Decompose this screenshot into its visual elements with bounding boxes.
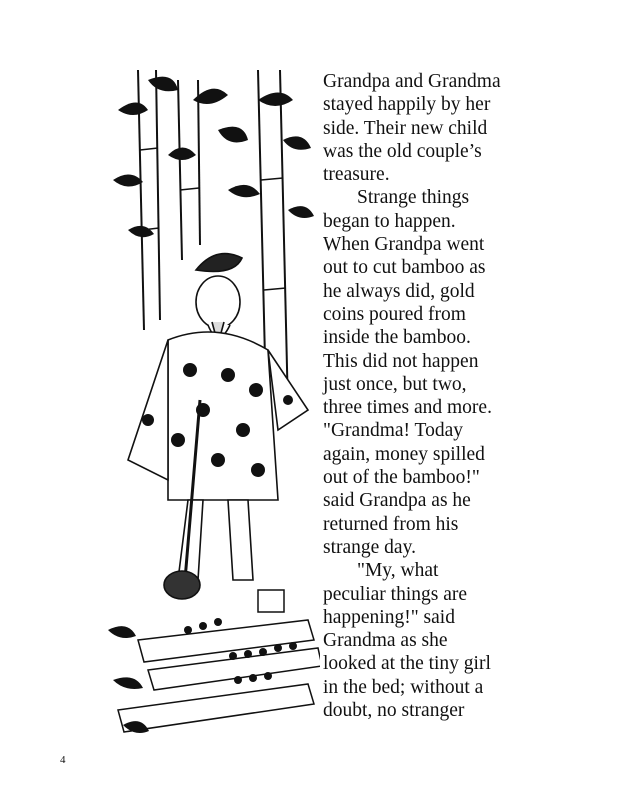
story-text-line: inside the bamboo. [323,327,471,349]
story-text-line: he always did, gold [323,280,475,302]
story-text-line: treasure. [323,164,390,186]
story-text-line: was the old couple’s [323,140,482,162]
story-text-line: returned from his [323,513,459,535]
story-text-line: said Grandpa as he [323,490,471,512]
story-text-line: in the bed; without a [323,676,484,698]
story-text-line: looked at the tiny girl [323,653,491,675]
story-text-line: began to happen. [323,210,456,232]
story-text-line: side. Their new child [323,117,488,139]
story-text-line: When Grandpa went [323,234,485,256]
story-text-line: "Grandma! Today [323,420,463,442]
story-text-line: three times and more. [323,397,492,419]
story-text-line: peculiar things are [323,583,468,605]
story-text-line: doubt, no stranger [323,700,465,722]
story-text-line: happening!" said [323,606,455,628]
page-number: 4 [60,754,66,766]
story-text-line: coins poured from [323,303,466,325]
story-text-line: again, money spilled [323,443,485,465]
story-text-column [323,70,613,722]
story-text-line: out of the bamboo!" [323,467,480,489]
story-text-line: out to cut bamboo as [323,257,486,279]
grandpa-cutting-bamboo-illustration [108,70,320,742]
story-text-line: "My, what [357,560,439,582]
story-text-line: strange day. [323,536,416,558]
story-text-line: Grandma as she [323,630,448,652]
story-text-line: just once, but two, [323,373,467,395]
story-text-line: stayed happily by her [323,94,491,116]
story-text-line: Strange things [357,187,470,209]
story-text-line: This did not happen [323,350,479,372]
story-text-line: Grandpa and Grandma [323,71,501,92]
